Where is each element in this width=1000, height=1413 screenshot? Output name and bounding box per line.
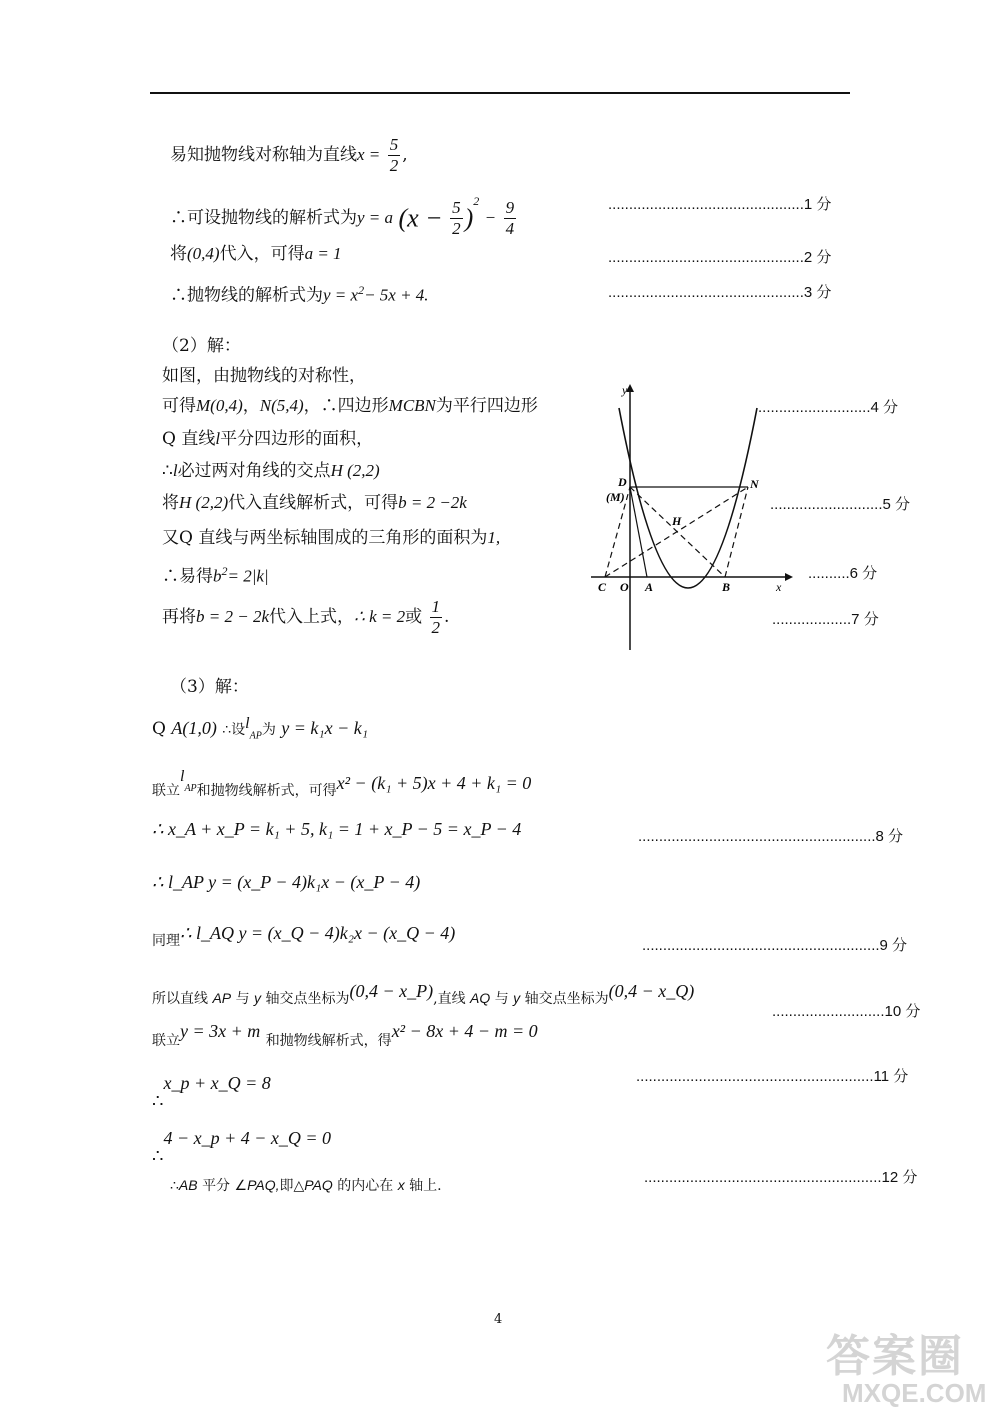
math: H (2,2): [330, 461, 380, 480]
text: 必过两对角线的交点: [177, 461, 331, 481]
math: b = 2 −2k: [398, 493, 467, 512]
parabola-figure: [585, 380, 795, 655]
text: ，: [242, 396, 260, 416]
text: 可得: [162, 396, 196, 416]
text: 联立: [152, 783, 180, 799]
part2-line1: 如图，由抛物线的对称性，: [162, 366, 366, 386]
text: ∴抛物线的解析式为: [170, 285, 323, 306]
text: 轴交点坐标为: [265, 991, 350, 1007]
part3-heading: （3）解：: [170, 677, 249, 697]
part3-line3: ∴ x_A + x_P = k₁ + 5, k₁ = 1 + x_P − 5 = x_P − 4: [152, 819, 522, 839]
exponent: 2: [473, 194, 480, 208]
math: AQ: [470, 990, 491, 1006]
text: 或: [405, 607, 423, 627]
text: ∴设: [222, 722, 246, 738]
text: ∴: [152, 1091, 164, 1112]
x-axis-arrow: [785, 573, 793, 581]
text: 代入直线解析式，可得: [228, 493, 399, 513]
text: 又Q 直线与两坐标轴围成的三角形的面积为: [162, 528, 488, 548]
score-3: ...............................................3 分: [608, 284, 832, 301]
fraction: [430, 597, 443, 638]
score-1: ...............................................1 分: [608, 196, 832, 213]
label-o: O: [620, 580, 629, 594]
fraction: [450, 198, 463, 239]
part2-line8: [162, 597, 449, 638]
text: 将: [162, 493, 179, 513]
text: 与: [235, 991, 250, 1007]
math: b = 2 − 2k: [196, 607, 269, 626]
label-y: y: [622, 383, 628, 397]
score-12: .........................................................12 分: [644, 1169, 918, 1186]
text: Q: [152, 719, 166, 739]
text: 和抛物线解析式，得: [265, 1033, 392, 1049]
part3-line4: ∴ l_AP y = (x_P − 4)k₁x − (x_P − 4): [152, 872, 421, 892]
math: 4 − x_p + 4 − x_Q = 0: [163, 1128, 332, 1148]
parabola-curve: [619, 408, 757, 588]
text: 的内心在: [337, 1178, 394, 1194]
math: A(1,0): [171, 718, 217, 738]
text: 平分: [202, 1178, 231, 1194]
part3-line10: [170, 1174, 442, 1197]
math: x² − 8x + 4 − m = 0: [391, 1021, 538, 1041]
text: 轴上.: [409, 1178, 442, 1194]
subscript: AP: [249, 730, 262, 742]
watermark-logo: 答案圈: [826, 1332, 964, 1381]
text: 和抛物线解析式，可得: [196, 783, 337, 799]
math: ∠PAQ,: [234, 1177, 280, 1193]
text: 与: [494, 991, 509, 1007]
math: l: [180, 768, 185, 785]
text: 再将: [162, 607, 196, 627]
numerator: 5: [452, 198, 461, 217]
math: = 2|k|: [227, 566, 269, 586]
math: y = x: [323, 285, 359, 305]
part2-line4: [162, 460, 380, 482]
text: 轴交点坐标为: [524, 991, 609, 1007]
score-5: ...........................5 分: [770, 496, 911, 513]
part2-line6: [162, 527, 500, 549]
score-10: ...........................10 分: [772, 1003, 921, 1020]
text: ∴: [152, 1146, 164, 1167]
part3-line5: [152, 922, 455, 952]
math: MCBN: [388, 396, 436, 415]
part3-line9: [152, 1127, 331, 1168]
math: (x −: [398, 203, 443, 233]
numerator: 5: [389, 135, 399, 154]
math: △PAQ: [293, 1177, 333, 1193]
score-6: ..........6 分: [808, 565, 878, 582]
fraction: [388, 135, 401, 176]
math: (0,4 − x_P): [349, 981, 434, 1001]
exponent: 2: [358, 283, 365, 297]
text: 联立: [152, 1033, 180, 1049]
math: y: [513, 990, 521, 1006]
math: (0,4): [187, 244, 220, 263]
math: M(0,4): [196, 396, 243, 415]
score-2: ...............................................2 分: [608, 249, 832, 266]
label-n: N: [750, 477, 759, 491]
denominator: 4: [505, 219, 515, 238]
label-d: D: [618, 475, 627, 489]
part3-line1: [152, 713, 368, 747]
denominator: 2: [431, 618, 440, 637]
math: ): [464, 203, 474, 233]
math: x² − (k₁ + 5)x + 4 + k₁ = 0: [336, 773, 532, 793]
score-7: ...................7 分: [772, 611, 879, 628]
math: l: [215, 429, 221, 448]
part2-line7: [162, 560, 269, 588]
math: x_p + x_Q = 8: [163, 1073, 271, 1093]
label-b: B: [722, 580, 731, 594]
page-number: 4: [494, 1312, 503, 1327]
part2-heading: （2）解：: [162, 336, 241, 356]
score-9: .........................................................9 分: [642, 937, 908, 954]
score-4: ...........................4 分: [758, 399, 899, 416]
text: ,: [402, 145, 408, 165]
text: 将: [170, 244, 187, 264]
math: y = k₁x − k₁: [281, 718, 368, 738]
math: l: [245, 715, 250, 732]
math: a = 1: [304, 244, 342, 263]
part3-line6: [152, 980, 694, 1010]
part2-line5: [162, 492, 467, 514]
text: ∴易得: [162, 566, 213, 587]
math: ∴ l_AQ y = (x_Q − 4)k₂x − (x_Q − 4): [180, 923, 456, 943]
label-h: H: [672, 514, 682, 528]
label-x: x: [776, 580, 782, 594]
part1-line1: [170, 135, 408, 176]
math: x =: [357, 145, 381, 164]
part3-line7: [152, 1020, 538, 1052]
denominator: 2: [389, 156, 399, 175]
math: x: [397, 1177, 405, 1193]
math: l: [172, 461, 178, 480]
denominator: 2: [452, 219, 461, 238]
numerator: 9: [505, 198, 515, 217]
text: 代入上式，: [269, 607, 354, 627]
text: 即: [279, 1178, 294, 1194]
text: 同理: [152, 933, 180, 949]
math: H (2,2): [179, 493, 229, 512]
math: −: [484, 208, 497, 227]
line-ma: [630, 487, 647, 577]
score-11: .........................................................11 分: [636, 1068, 909, 1085]
math: N(5,4): [259, 396, 304, 415]
math: AB: [178, 1177, 198, 1193]
watermark-url: MXQE.COM: [842, 1378, 987, 1408]
text: .: [444, 607, 450, 627]
text: 易知抛物线对称轴为直线: [170, 145, 357, 165]
subscript: AP: [184, 783, 197, 794]
text: Q 直线: [162, 429, 216, 449]
text: 为平行四边形: [435, 396, 538, 416]
part2-line2: [162, 395, 538, 417]
part3-line2: [152, 766, 531, 802]
text: ∴: [170, 1178, 179, 1194]
part1-line2: [170, 190, 518, 239]
text: ，∴四边形: [303, 396, 389, 416]
text: ,直线: [433, 991, 466, 1007]
math: ∴ k = 2: [354, 607, 406, 626]
text: 所以直线: [152, 991, 208, 1007]
fraction: [504, 198, 517, 239]
text: ∴: [162, 461, 173, 481]
text: 代入，可得: [219, 244, 305, 264]
label-c: C: [598, 580, 607, 594]
math: y = a: [357, 208, 394, 227]
header-rule: [150, 92, 850, 94]
label-m: (M): [606, 490, 625, 504]
math: b: [213, 566, 222, 586]
numerator: 1: [431, 597, 440, 616]
part3-line8: [152, 1072, 271, 1113]
math: − 5x + 4.: [364, 285, 429, 305]
text: 平分四边形的面积，: [220, 429, 374, 449]
math: AP: [212, 990, 232, 1006]
text: 为: [261, 722, 276, 738]
math: y: [254, 990, 262, 1006]
math: y = 3x + m: [180, 1021, 261, 1041]
text: ∴可设抛物线的解析式为: [170, 208, 357, 228]
label-a: A: [645, 580, 654, 594]
part2-line3: [162, 428, 373, 450]
part1-line3: [170, 243, 342, 265]
score-8: .........................................................8 分: [638, 828, 904, 845]
part1-line4: [170, 279, 429, 307]
math: 1,: [487, 528, 501, 547]
math: (0,4 − x_Q): [608, 981, 695, 1001]
exponent: 2: [221, 564, 228, 578]
